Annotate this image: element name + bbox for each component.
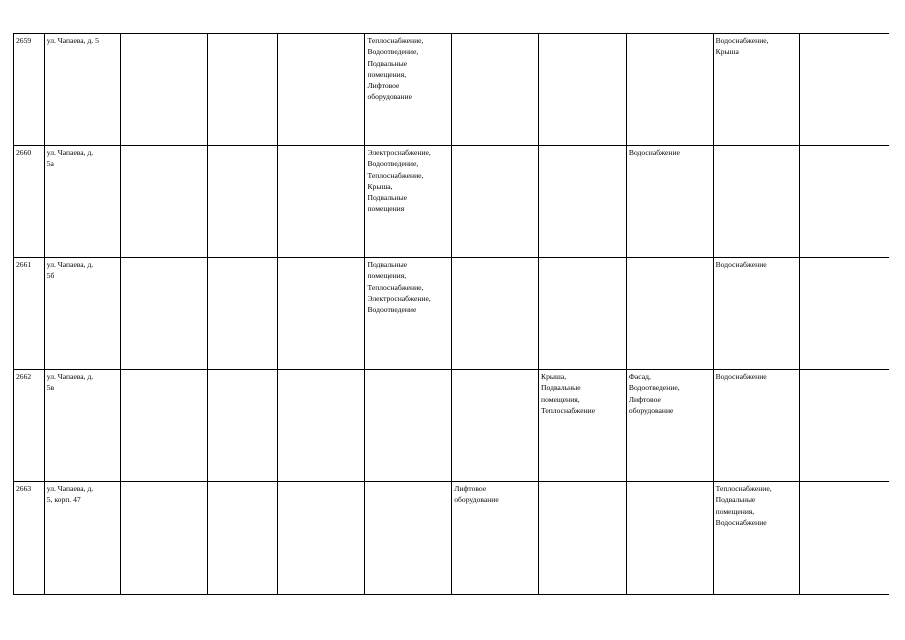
works-cell xyxy=(539,482,627,595)
address-cell: ул. Чапаева, д. 5 xyxy=(44,34,120,146)
empty-cell xyxy=(120,370,208,482)
empty-cell xyxy=(120,258,208,370)
row-number: 2663 xyxy=(14,482,45,595)
works-cell: Теплоснабжение, Водоотведение, Подвальные помещения, Лифтовое оборудование xyxy=(365,34,452,146)
works-cell xyxy=(452,146,539,258)
empty-cell xyxy=(208,146,277,258)
empty-cell xyxy=(120,482,208,595)
empty-cell xyxy=(208,370,277,482)
works-cell xyxy=(365,482,452,595)
table-row xyxy=(14,34,890,146)
empty-cell xyxy=(800,34,889,146)
works-cell xyxy=(626,258,713,370)
works-cell: Водоснабжение xyxy=(626,146,713,258)
address-cell: ул. Чапаева, д. 5, корп. 47 xyxy=(44,482,120,595)
works-cell: Теплоснабжение, Подвальные помещения, Водоснабжение xyxy=(713,482,800,595)
address-cell: ул. Чапаева, д. 5в xyxy=(44,370,120,482)
empty-cell xyxy=(800,258,889,370)
works-cell: Лифтовое оборудование xyxy=(452,482,539,595)
repair-schedule-table xyxy=(13,33,889,595)
works-cell xyxy=(626,34,713,146)
row-number: 2662 xyxy=(14,370,45,482)
table-row xyxy=(14,146,890,258)
works-cell xyxy=(365,370,452,482)
works-cell: Фасад, Водоотведение, Лифтовое оборудование xyxy=(626,370,713,482)
empty-cell xyxy=(277,146,365,258)
works-cell: Электроснабжение, Водоотведение, Теплоснабжение, Крыша, Подвальные помещения xyxy=(365,146,452,258)
empty-cell xyxy=(800,370,889,482)
row-number: 2661 xyxy=(14,258,45,370)
empty-cell xyxy=(277,258,365,370)
empty-cell xyxy=(800,482,889,595)
works-cell xyxy=(452,370,539,482)
works-cell xyxy=(539,34,627,146)
empty-cell xyxy=(800,146,889,258)
works-cell xyxy=(452,34,539,146)
works-cell: Водоснабжение xyxy=(713,370,800,482)
empty-cell xyxy=(277,34,365,146)
works-cell: Подвальные помещения, Теплоснабжение, Электроснабжение, Водоотведение xyxy=(365,258,452,370)
works-cell xyxy=(539,258,627,370)
document-page xyxy=(13,33,889,594)
table-row xyxy=(14,258,890,370)
works-cell: Водоснабжение, Крыша xyxy=(713,34,800,146)
works-cell xyxy=(713,146,800,258)
empty-cell xyxy=(120,146,208,258)
address-cell: ул. Чапаева, д. 5а xyxy=(44,146,120,258)
works-cell xyxy=(539,146,627,258)
works-cell xyxy=(626,482,713,595)
works-cell: Крыша, Подвальные помещения, Теплоснабжение xyxy=(539,370,627,482)
empty-cell xyxy=(208,34,277,146)
empty-cell xyxy=(277,370,365,482)
empty-cell xyxy=(120,34,208,146)
row-number: 2660 xyxy=(14,146,45,258)
empty-cell xyxy=(208,258,277,370)
empty-cell xyxy=(208,482,277,595)
works-cell: Водоснабжение xyxy=(713,258,800,370)
table-row xyxy=(14,482,890,595)
address-cell: ул. Чапаева, д. 5б xyxy=(44,258,120,370)
works-cell xyxy=(452,258,539,370)
empty-cell xyxy=(277,482,365,595)
table-row xyxy=(14,370,890,482)
row-number: 2659 xyxy=(14,34,45,146)
